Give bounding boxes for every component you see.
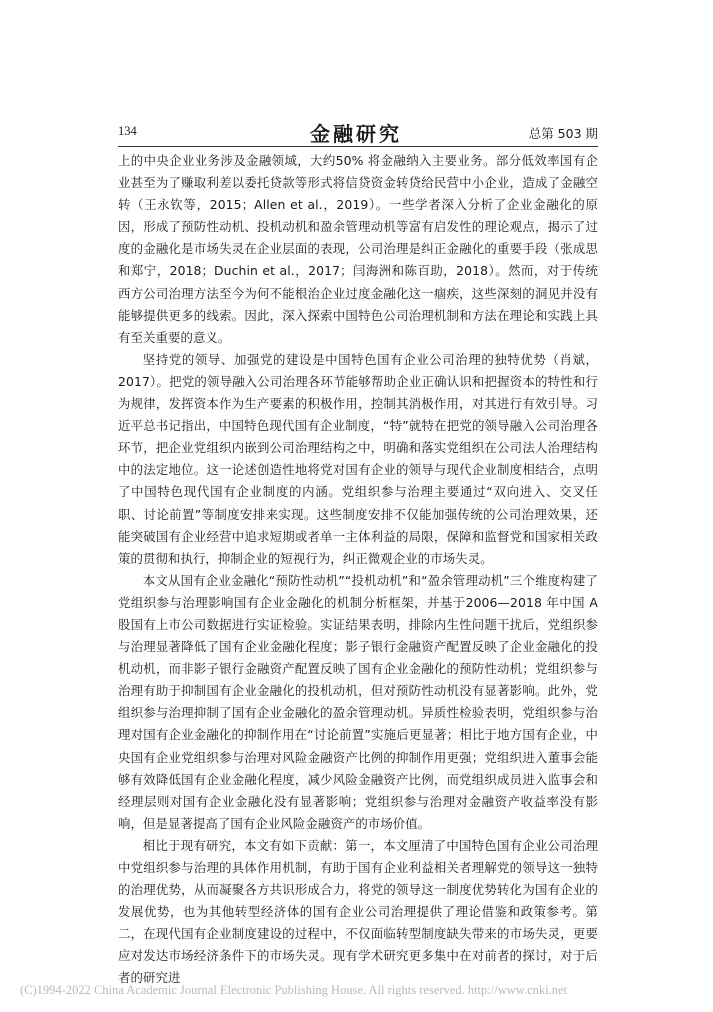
paragraph: 相比于现有研究，本文有如下贡献：第一，本文厘清了中国特色国有企业公司治理中党组织参与治理的具体作用机制，有助于国有企业利益相关者理解党的领导这一独特的治理优势，从而凝聚各方共识形成合力，将党的领导这一制度优势转化为国有企业的发展优势，也为其他转型经济体的国有企业公司治理提供了理论借鉴和政策参考。第二，在现代国有企业制度建设的过程中，不仅面临转型制度缺失带来的市场失灵，更要应对发达市场经济条件下的市场失灵。现有学术研究更多集中在对前者的探讨，对于后者的研究进 xyxy=(118,837,598,986)
issue-label: 总第 503 期 xyxy=(528,126,598,141)
copyright-footer: (C)1994-2022 China Academic Journal Electronic Publishing House. All rights reserved. http://www.cnki.net xyxy=(20,983,568,997)
page-header xyxy=(118,118,598,144)
paragraph: 坚持党的领导、加强党的建设是中国特色国有企业公司治理的独特优势（肖斌，2017）。把党的领导融入公司治理各环节能够帮助企业正确认识和把握资本的特性和行为规律，发挥资本作为生产要素的积极作用，控制其消极作用，对其进行有效引导。习近平总书记指出，中国特色现代国有企业制度，“特”就特在把党的领导融入公司治理各环节，把企业党组织内嵌到公司治理结构之中，明确和落实党组织在公司法人治理结构中的法定地位。这一论述创造性地将党对国有企业的领导与现代企业制度相结合，点明了中国特色现代国有企业制度的内涵。党组织参与治理主要通过“双向进入、交叉任职、讨论前置”等制度安排来实现。这些制度安排不仅能加强传统的公司治理效果，还能突破国有企业经营中追求短期或者单一主体利益的局限，保障和监督党和国家相关政策的贯彻和执行，抑制企业的短视行为，纠正微观企业的市场失灵。 xyxy=(118,351,598,566)
page-number: 134 xyxy=(118,124,137,138)
header-rule xyxy=(118,146,598,147)
paragraph: 本文从国有企业金融化“预防性动机”“投机动机”和“盈余管理动机”三个维度构建了党组织参与治理影响国有企业金融化的机制分析框架，并基于2006—2018 年中国 A 股国有上市公司数据进行实证检验。实证结果表明，排除内生性问题干扰后，党组织参与治理显著降低了国有企业金融化程度；影子银行金融资产配置反映了企业金融化的投机动机，而非影子银行金融资产配置反映了国有企业金融化的预防性动机；党组织参与治理有助于抑制国有企业金融化的投机动机，但对预防性动机没有显著影响。此外，党组织参与治理抑制了国有企业金融化的盈余管理动机。异质性检验表明，党组织参与治理对国有企业金融化的抑制作用在“讨论前置”实施后更显著；相比于地方国有企业，中央国有企业党组织参与治理对风险金融资产比例的抑制作用更强；党组织进入董事会能够有效降低国有企业金融化程度，减少风险金融资产比例，而党组织成员进入监事会和经理层则对国有企业金融化没有显著影响；党组织参与治理对金融资产收益率没有影响，但是显著提高了国有企业风险金融资产的市场价值。 xyxy=(118,572,598,831)
journal-name: 金融研究 xyxy=(310,122,402,146)
article-body xyxy=(118,150,598,990)
paragraph: 上的中央企业业务涉及金融领域，大约50% 将金融纳入主要业务。部分低效率国有企业甚至为了赚取利差以委托贷款等形式将信贷资金转贷给民营中小企业，造成了金融空转（王永钦等，2015；Allen et al.，2019）。一些学者深入分析了企业金融化的原因，形成了预防性动机、投机动机和盈余管理动机等富有启发性的理论观点，揭示了过度的金融化是市场失灵在企业层面的表现，公司治理是纠正金融化的重要手段（张成思和郑宁，2018；Duchin et al.，2017；闫海洲和陈百助，2018）。然而，对于传统西方公司治理方法至今为何不能根治企业过度金融化这一痼疾，这些深刻的洞见并没有能够提供更多的线索。因此，深入探索中国特色公司治理机制和方法在理论和实践上具有至关重要的意义。 xyxy=(118,153,598,345)
